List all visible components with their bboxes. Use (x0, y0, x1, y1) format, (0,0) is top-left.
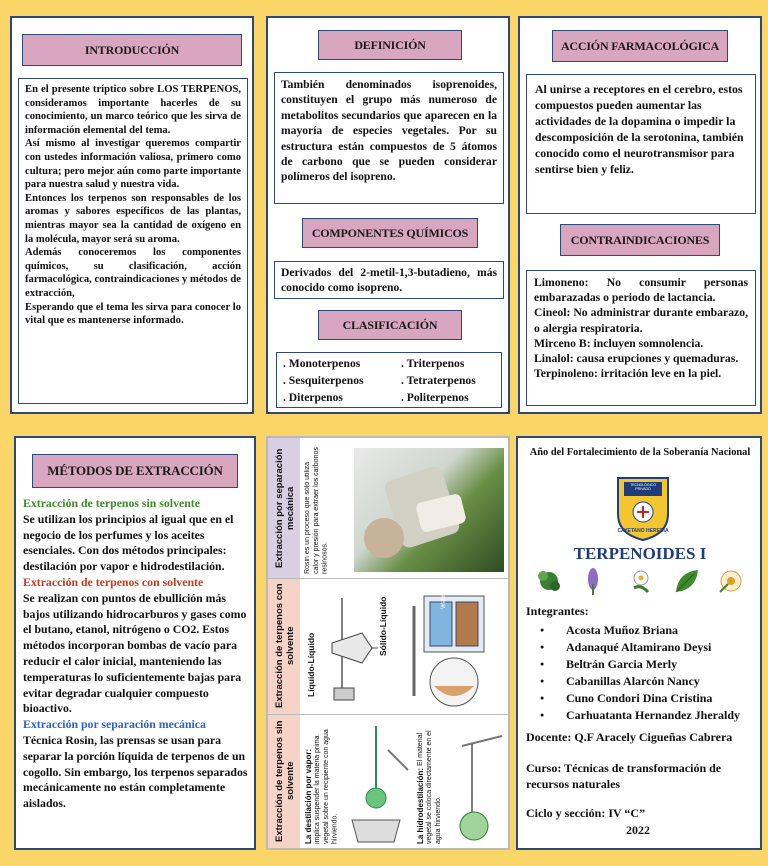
docente-name: Q.F Aracely Cigueñas Cabrera (574, 730, 733, 744)
diagram-solido-liquido: Sólido-Líquido (378, 596, 388, 656)
metodo-heading-sin-solvente: Extracción de terpenos sin solvente (23, 496, 200, 510)
clasificacion-item: . Politerpenos (401, 391, 469, 404)
ciclo-value: IV “C” (608, 806, 646, 820)
contra-list (526, 270, 756, 406)
curso-line (526, 760, 756, 792)
accion-title: ACCIÓN FARMACOLÓGICA (552, 30, 728, 62)
hydrodistillation-icon (452, 726, 506, 846)
curso-label: Curso: (526, 761, 562, 775)
soxhlet-extractor-icon (394, 586, 504, 710)
metodo-heading-mecanica: Extracción por separación mecánica (23, 717, 206, 732)
rosin-press-photo (354, 448, 504, 572)
document-title: TERPENOIDES I (573, 544, 707, 563)
clasificacion-list (276, 352, 502, 408)
contra-item: Mirceno B: incluyen somnolencia. (534, 336, 704, 350)
contra-item: Terpinoleno: irritación leve en la piel. (534, 367, 722, 381)
herb-leaf-icon (534, 566, 564, 596)
diagram-vapor: La destilación por vapor: implica suspender la materia prima vegetal sobre un recipiente con agua hirviendo. (304, 729, 339, 844)
contra-item: Linalol: causa erupciones y quemaduras. (534, 352, 739, 366)
integrantes-label: Integrantes: (526, 604, 589, 618)
logo-top-text: TECNOLÓGICO PRIVADO (630, 483, 656, 491)
intro-paragraph: En el presente tríptico sobre LOS TERPENOS, consideramos importante hacerles de su conocimiento, un marco teórico que les sirva de información elemental del tema. (25, 84, 241, 136)
plant-icons (532, 566, 748, 598)
panel-accion (518, 16, 762, 414)
panel-introduccion (10, 16, 254, 414)
panel-metodos (14, 436, 256, 850)
chamomile-icon (716, 566, 746, 596)
separatory-funnel-icon (322, 588, 380, 708)
flower-icon (626, 566, 656, 596)
intro-text-box (18, 78, 248, 404)
integrante-item: ● Acosta Muñoz Briana (526, 622, 758, 639)
metodo-text: Se realizan con puntos de ebullición más bajos utilizando hidrocarburos y gases como el butano, etanol, nitrógeno o CO2. Estos métodos incorporan bombas de vacío para reducir el calor inicial, manteniendo las temperaturas lo suficientemente bajas para evitar degradar cualquier compuesto bioactivo. (23, 590, 247, 716)
integrante-item: ● Beltrán Garcia Merly (526, 656, 758, 673)
ciclo-line (526, 806, 645, 821)
ciclo-label: Ciclo y sección: (526, 806, 606, 820)
contra-item: Limoneno: No consumir personas embarazadas o periodo de lactancia. (534, 276, 748, 305)
clasificacion-item: . Sesquiterpenos (283, 374, 364, 387)
docente-label: Docente: (526, 730, 572, 744)
diagram-label-con-solvente: Extracción de terpenos con solvente (274, 583, 296, 709)
definicion-title: DEFINICIÓN (318, 30, 462, 60)
diagram-label-sin-solvente: Extracción de terpenos sin solvente (274, 720, 296, 842)
panel-portada (516, 436, 762, 850)
leaf-icon (672, 566, 702, 596)
clasificacion-title: CLASIFICACIÓN (318, 310, 462, 340)
accion-text: Al unirse a receptores en el cerebro, estos compuestos pueden aumentar las actividades de la dopamina o impedir la descomposición de la serotonina, también conocido como el neurotransmisor para sentirse bien y feliz. (526, 74, 756, 214)
definicion-text: También denominados isoprenoides, constituyen el grupo más numeroso de metabolitos secundarios que aparecen en la mayoría de especies vegetales. Por su estructura están compuestos de 5 átomos de carbono que se pueden considerar polímeros del isopreno. (274, 72, 504, 204)
integrante-item: ● Cabanillas Alarcón Nancy (526, 673, 758, 690)
integrante-item: ● Adanaqué Altamirano Deysi (526, 639, 758, 656)
metodo-text: Se utilizan los principios al igual que en el negocio de los perfumes y los aceites esenciales. Con dos métodos principales: destilación por vapor e hidrodestilación. (23, 511, 234, 574)
clasificacion-item: . Triterpenos (401, 357, 465, 370)
diagram-water-label: Water (440, 593, 447, 609)
clasificacion-item: . Tetraterpenos (401, 374, 476, 387)
clasificacion-item: . Monoterpenos (283, 357, 361, 370)
clasificacion-item: . Diterpenos (283, 391, 343, 404)
intro-paragraph: Entonces los terpenos son responsables de los aromas y sabores específicos de las plantas, mientras mayor sea la cantidad de oxígeno en la molécula, mayor será su aroma. (25, 192, 241, 245)
metodo-text: Técnica Rosin, las prensas se usan para separar la porción líquida de terpenos de un cogollo. Sin embargo, los terpenos separados mecánicamente no están completamente aislados. (23, 732, 248, 811)
integrantes-list (526, 622, 758, 724)
curso-name: Técnicas de transformación de recursos naturales (526, 761, 722, 791)
metodos-body (23, 496, 253, 812)
intro-paragraph: Así mismo al investigar queremos compartir con ustedes información valiosa, primero como cultura; pero mejor aún como parte importante para nuestra salud y nuestra vida. (25, 138, 241, 191)
year-label: 2022 (626, 823, 650, 837)
contra-title: CONTRAINDICACIONES (560, 224, 720, 256)
diagram-hidro: La hidrodestilación: El material vegetal se coloca directamente en el agua hirviendo. (416, 730, 442, 844)
contra-item: Cineol: No administrar durante embarazo, o alergia respiratoria. (534, 306, 749, 335)
componentes-text: Derivados del 2-metil-1,3-butadieno, más conocido como isopreno. (274, 261, 504, 299)
diagram-label-mecanica: Extracción por separación mecánica (274, 448, 296, 568)
integrante-item: ● Cuno Condori Dina Cristina (526, 690, 758, 707)
logo-bottom-text: CAYETANO HEREDIA (617, 528, 669, 534)
year-title: Año del Fortalecimiento de la Soberanía Nacional (529, 447, 751, 458)
steam-distillation-icon (342, 720, 412, 846)
panel-diagram (266, 436, 510, 850)
metodos-title: MÉTODOS DE EXTRACCIÓN (32, 454, 238, 488)
componentes-title: COMPONENTES QUÍMICOS (302, 218, 478, 248)
intro-paragraph: Esperando que el tema les sirva para conocer lo vital que es mantenerse informado. (25, 301, 241, 327)
integrante-item: ● Carhuatanta Hernandez Jheraldy (526, 707, 758, 724)
docente-line (526, 730, 732, 745)
metodo-heading-con-solvente: Extracción de terpenos con solvente (23, 574, 204, 589)
intro-paragraph: Además conoceremos los componentes químicos, su clasificación, acción farmacológica, contraindicaciones y métodos de extracción, (25, 247, 241, 299)
lavender-icon (578, 566, 608, 596)
intro-title: INTRODUCCIÓN (22, 34, 242, 66)
diagram-mecanica-text: Rosin es un proceso que sólo utiliza calor y presión para extraer los carbonos resinosos. (304, 447, 329, 574)
diagram-liquido-liquido: Líquido-Líquido (306, 632, 316, 698)
panel-definicion (266, 16, 510, 414)
